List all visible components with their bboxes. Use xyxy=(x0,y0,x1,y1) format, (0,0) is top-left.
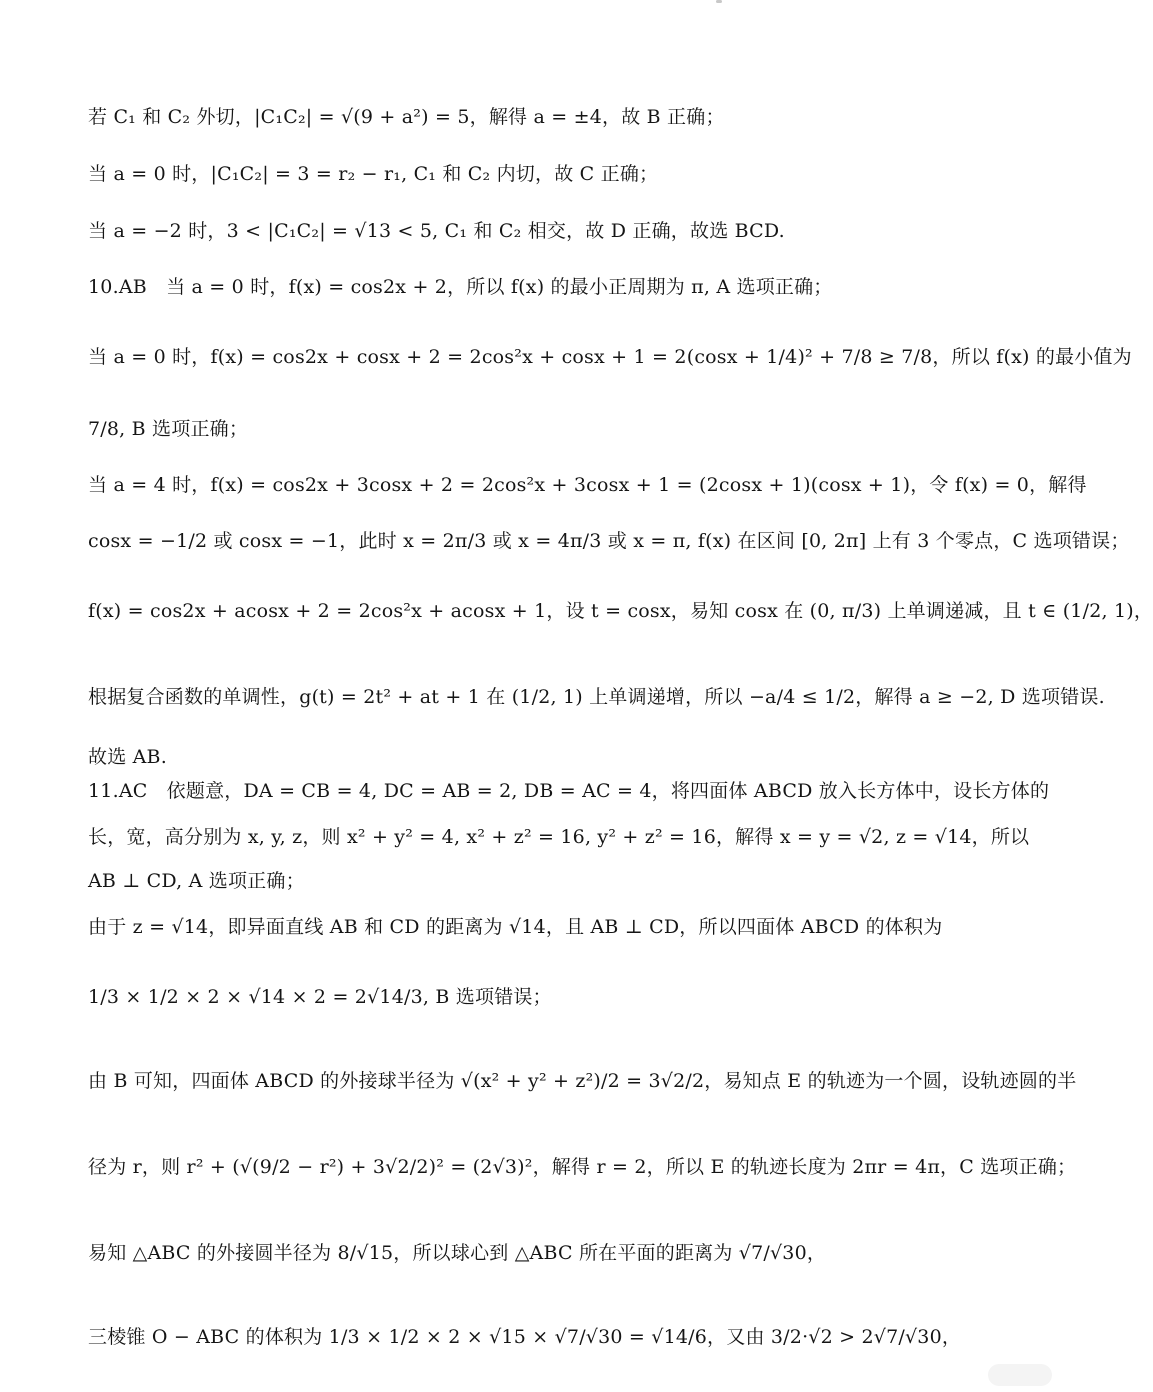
scan-speck xyxy=(716,0,722,3)
text-line-7: 当 a = 4 时，f(x) = cos2x + 3cosx + 2 = 2cos²x + 3cosx + 1 = (2cosx + 1)(cosx + 1)，令 f(x) = 0，解得 xyxy=(88,474,1087,496)
text-line-11: 故选 AB. xyxy=(88,746,167,768)
text-line-5: 当 a = 0 时，f(x) = cos2x + cosx + 2 = 2cos²x + cosx + 1 = 2(cosx + 1/4)² + 7/8 ≥ 7/8，所以 f(x) 的最小值为 xyxy=(88,346,1132,368)
watermark-blob xyxy=(988,1364,1052,1386)
text-line-1: 若 C₁ 和 C₂ 外切，|C₁C₂| = √(9 + a²) = 5，解得 a = ±4，故 B 正确； xyxy=(88,106,725,128)
text-line-14: AB ⊥ CD, A 选项正确； xyxy=(88,870,305,892)
text-line-15: 由于 z = √14，即异面直线 AB 和 CD 的距离为 √14，且 AB ⊥ CD，所以四面体 ABCD 的体积为 xyxy=(88,916,943,938)
text-line-19: 易知 △ABC 的外接圆半径为 8/√15，所以球心到 △ABC 所在平面的距离为 √7/√30， xyxy=(88,1242,827,1264)
text-line-8: cosx = −1/2 或 cosx = −1，此时 x = 2π/3 或 x = 4π/3 或 x = π, f(x) 在区间 [0, 2π] 上有 3 个零点，C 选项错误； xyxy=(88,530,1130,552)
text-line-17: 由 B 可知，四面体 ABCD 的外接球半径为 √(x² + y² + z²)/2 = 3√2/2，易知点 E 的轨迹为一个圆，设轨迹圆的半 xyxy=(88,1070,1077,1092)
text-line-12: 11.AC 依题意，DA = CB = 4, DC = AB = 2, DB = AC = 4，将四面体 ABCD 放入长方体中，设长方体的 xyxy=(88,780,1050,802)
text-line-6: 7/8, B 选项正确； xyxy=(88,418,249,440)
text-line-20: 三棱锥 O − ABC 的体积为 1/3 × 1/2 × 2 × √15 × √7/√30 = √14/6，又由 3/2·√2 > 2√7/√30， xyxy=(88,1326,962,1348)
text-line-10: 根据复合函数的单调性，g(t) = 2t² + at + 1 在 (1/2, 1) 上单调递增，所以 −a/4 ≤ 1/2，解得 a ≥ −2, D 选项错误. xyxy=(88,686,1105,708)
text-line-2: 当 a = 0 时，|C₁C₂| = 3 = r₂ − r₁, C₁ 和 C₂ 内切，故 C 正确； xyxy=(88,163,659,185)
text-line-13: 长，宽，高分别为 x, y, z，则 x² + y² = 4, x² + z² = 16, y² + z² = 16，解得 x = y = √2, z = √14，所以 xyxy=(88,826,1030,848)
text-line-9: f(x) = cos2x + acosx + 2 = 2cos²x + acosx + 1，设 t = cosx，易知 cosx 在 (0, π/3) 上单调递减，且 t ∈ (1/2, 1)， xyxy=(88,600,1153,622)
text-line-3: 当 a = −2 时，3 < |C₁C₂| = √13 < 5, C₁ 和 C₂ 相交，故 D 正确，故选 BCD. xyxy=(88,220,785,242)
text-line-4: 10.AB 当 a = 0 时，f(x) = cos2x + 2，所以 f(x) 的最小正周期为 π, A 选项正确； xyxy=(88,276,833,298)
text-line-18: 径为 r，则 r² + (√(9/2 − r²) + 3√2/2)² = (2√3)²，解得 r = 2，所以 E 的轨迹长度为 2πr = 4π，C 选项正确； xyxy=(88,1156,1077,1178)
text-line-16: 1/3 × 1/2 × 2 × √14 × 2 = 2√14/3, B 选项错误； xyxy=(88,986,552,1008)
